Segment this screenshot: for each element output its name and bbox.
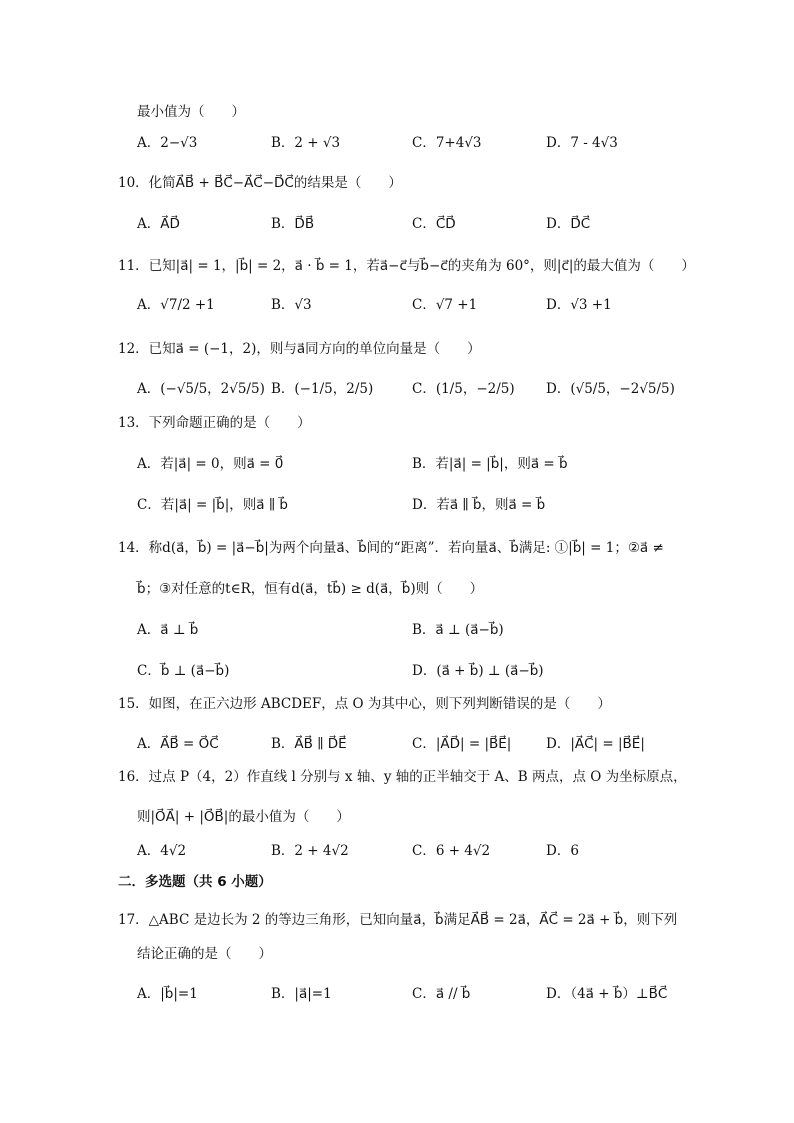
q17-option-a[interactable]: A．|b⃗|=1 [137, 986, 198, 1002]
section-heading-multiple-choice: 二．多选题（共 6 小题） [118, 874, 272, 890]
q11-option-b[interactable]: B．√3 [271, 297, 312, 313]
q15-option-c[interactable]: C．|A⃗D⃗| = |B⃗E⃗| [412, 736, 512, 752]
q9-option-d[interactable]: D．7 - 4√3 [546, 135, 618, 151]
q16-option-a[interactable]: A．4√2 [137, 843, 187, 859]
q17-stem-line1: 17．△ABC 是边长为 2 的等边三角形，已知向量a⃗，b⃗满足A⃗B⃗ = 2a⃗，A⃗C⃗ = 2a⃗ + b⃗，则下列 [118, 912, 678, 928]
q15-option-a[interactable]: A．A⃗B⃗ = O⃗C⃗ [137, 736, 219, 752]
q16-option-b[interactable]: B．2 + 4√2 [271, 843, 349, 859]
q11-option-d[interactable]: D．√3 +1 [546, 297, 612, 313]
q12-option-d[interactable]: D．(√5/5，−2√5/5) [546, 381, 675, 397]
q16-option-d[interactable]: D．6 [546, 843, 579, 859]
q17-stem-line2: 结论正确的是（ ） [137, 946, 272, 962]
q15-option-b[interactable]: B．A⃗B⃗ ∥ D⃗E⃗ [271, 736, 347, 752]
q15-option-d[interactable]: D．|A⃗C⃗| = |B⃗E⃗| [546, 736, 645, 752]
q15-stem: 15．如图，在正六边形 ABCDEF，点 O 为其中心，则下列判断错误的是（ ） [118, 696, 611, 712]
q17-option-d[interactable]: D．（4a⃗ + b⃗）⊥B⃗C⃗ [546, 986, 668, 1002]
q12-option-c[interactable]: C．(1/5，−2/5) [412, 381, 515, 397]
q13-option-d[interactable]: D．若a⃗ ∥ b⃗，则a⃗ = b⃗ [412, 497, 546, 513]
q11-stem: 11．已知|a⃗| = 1，|b⃗| = 2，a⃗ · b⃗ = 1，若a⃗−c⃗与b⃗−c⃗的夹角为 60°，则|c⃗|的最大值为（ ） [118, 258, 695, 274]
q14-option-a[interactable]: A．a⃗ ⊥ b⃗ [137, 622, 199, 638]
q13-option-a[interactable]: A．若|a⃗| = 0，则a⃗ = 0⃗ [137, 456, 284, 472]
q11-option-a[interactable]: A．√7/2 +1 [137, 297, 215, 313]
q17-option-c[interactable]: C．a⃗ // b⃗ [412, 986, 471, 1002]
q14-option-d[interactable]: D．(a⃗ + b⃗) ⊥ (a⃗−b⃗) [412, 663, 544, 679]
q10-option-a[interactable]: A．A⃗D⃗ [137, 216, 180, 232]
q12-stem: 12．已知a⃗ = (−1，2)，则与a⃗同方向的单位向量是（ ） [118, 341, 481, 357]
q13-option-c[interactable]: C．若|a⃗| = |b⃗|，则a⃗ ∥ b⃗ [137, 497, 288, 513]
q10-option-b[interactable]: B．D⃗B⃗ [271, 216, 315, 232]
q16-stem-line1: 16．过点 P（4，2）作直线 l 分别与 x 轴、y 轴的正半轴交于 A、B 两点，点 O 为坐标原点， [118, 769, 687, 785]
q14-stem-line1: 14．称d(a⃗，b⃗) = |a⃗−b⃗|为两个向量a⃗、b⃗间的“距离”．若向量a⃗、b⃗满足: ①|b⃗| = 1；②a⃗ ≠ [118, 540, 664, 556]
q16-option-c[interactable]: C．6 + 4√2 [412, 843, 491, 859]
q11-option-c[interactable]: C．√7 +1 [412, 297, 478, 313]
q14-option-b[interactable]: B．a⃗ ⊥ (a⃗−b⃗) [412, 622, 504, 638]
q17-option-b[interactable]: B．|a⃗|=1 [271, 986, 332, 1002]
q9-option-a[interactable]: A．2−√3 [137, 135, 198, 151]
q12-option-b[interactable]: B．(−1/5，2/5) [271, 381, 374, 397]
q12-option-a[interactable]: A．(−√5/5，2√5/5) [137, 381, 265, 397]
q9-option-b[interactable]: B．2 + √3 [271, 135, 341, 151]
q14-option-c[interactable]: C．b⃗ ⊥ (a⃗−b⃗) [137, 663, 230, 679]
q10-option-c[interactable]: C．C⃗D⃗ [412, 216, 456, 232]
q13-stem: 13．下列命题正确的是（ ） [118, 415, 311, 431]
q14-stem-line2: b⃗；③对任意的t∈R，恒有d(a⃗，tb⃗) ≥ d(a⃗，b⃗)则（ ） [137, 581, 484, 597]
q10-stem: 10．化简A⃗B⃗ + B⃗C⃗−A⃗C⃗−D⃗C⃗的结果是（ ） [118, 175, 402, 191]
q10-option-d[interactable]: D．D⃗C⃗ [546, 216, 591, 232]
q16-stem-line2: 则|O⃗A⃗| + |O⃗B⃗|的最小值为（ ） [137, 809, 350, 825]
q13-option-b[interactable]: B．若|a⃗| = |b⃗|，则a⃗ = b⃗ [412, 456, 568, 472]
q9-option-c[interactable]: C．7+4√3 [412, 135, 482, 151]
q9-stem-tail: 最小值为（ ） [137, 104, 245, 120]
